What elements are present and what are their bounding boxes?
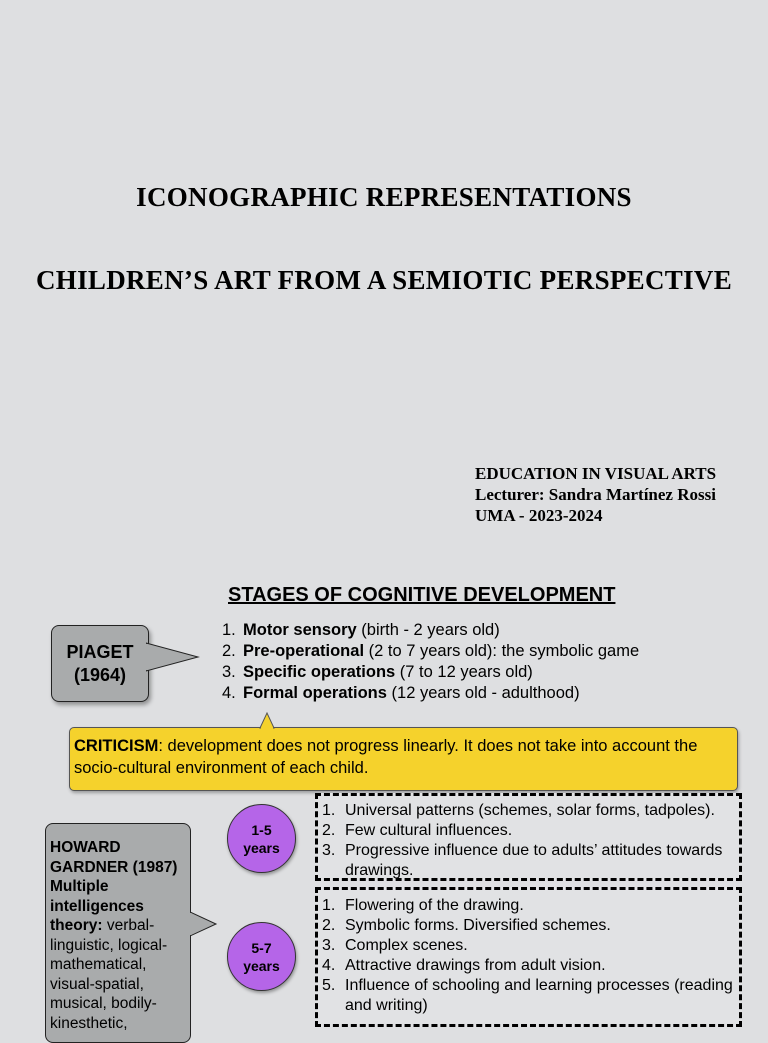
piaget-year: (1964) [73, 664, 127, 685]
stage-item: 3. Specific operations (7 to 12 years old) [222, 663, 533, 681]
course-info [475, 463, 716, 526]
piaget-name: PIAGET [66, 641, 134, 662]
stage-item: 1. Motor sensory (birth - 2 years old) [222, 621, 500, 639]
piaget-callout [51, 625, 149, 702]
stages-heading: STAGES OF COGNITIVE DEVELOPMENT [228, 584, 616, 606]
piaget-callout-pointer [146, 640, 202, 674]
gardner-name: HOWARD GARDNER (1987) Multiple intelligences theory: [50, 839, 178, 934]
course-name: EDUCATION IN VISUAL ARTS [475, 464, 717, 483]
gardner-callout-pointer [190, 910, 220, 938]
list-item: 1. Flowering of the drawing. [322, 897, 524, 914]
course-lecturer: Lecturer: Sandra Martínez Rossi [475, 485, 716, 504]
presentation-title: ICONOGRAPHIC REPRESENTATIONS [136, 182, 632, 212]
criticism-label: CRITICISM [74, 737, 159, 755]
stage-item: 2. Pre-operational (2 to 7 years old): the symbolic game [222, 642, 640, 660]
gardner-text: verbal-linguistic, logical-mathematical, visual-spatial, musical, bodily-kinesthetic, [50, 917, 168, 1032]
course-institution: UMA - 2023-2024 [475, 506, 603, 525]
criticism-callout [69, 727, 738, 791]
list-item: 1. Universal patterns (schemes, solar forms, tadpoles). [322, 802, 715, 819]
list-item: 3. Complex scenes. [322, 937, 468, 954]
age-circle-1-5: 1-5 years [227, 804, 296, 873]
list-item: 4. Attractive drawings from adult vision. [322, 957, 606, 974]
stages-list [222, 620, 639, 704]
list-item: 3. Progressive influence due to adults’ attitudes towards drawings. [322, 842, 723, 879]
presentation-subtitle: CHILDREN’S ART FROM A SEMIOTIC PERSPECTIVE [35, 265, 733, 295]
stage-item: 4. Formal operations (12 years old - adulthood) [222, 684, 580, 702]
criticism-text: : development does not progress linearly. It does not take into account the socio-cultural environment of each child. [74, 737, 698, 777]
list-item: 5. Influence of schooling and learning processes (reading and writing) [322, 977, 733, 1014]
age-circle-5-7: 5-7 years [227, 922, 296, 991]
gardner-callout [45, 823, 191, 1043]
list-item: 2. Few cultural influences. [322, 822, 513, 839]
list-item: 2. Symbolic forms. Diversified schemes. [322, 917, 611, 934]
age-5-7-list [315, 887, 742, 1027]
criticism-callout-pointer [258, 712, 278, 729]
age-1-5-list [315, 793, 742, 881]
